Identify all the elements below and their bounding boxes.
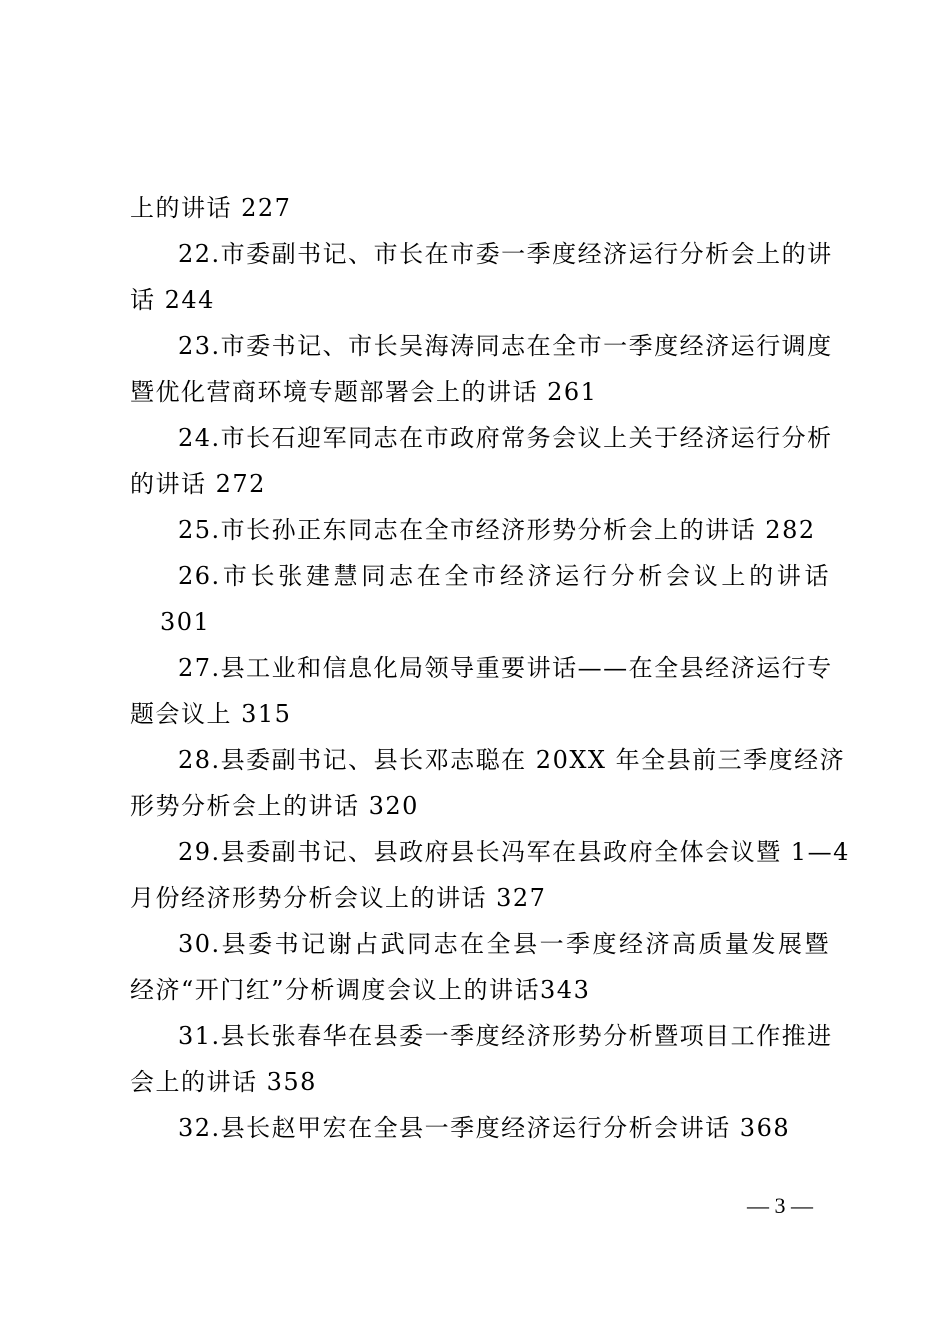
- toc-line-13: 28.县委副书记、县长邓志聪在 20XX 年全县前三季度经济: [178, 746, 846, 774]
- toc-line-5: 暨优化营商环境专题部署会上的讲话 261: [130, 378, 598, 406]
- toc-line-6: 24.市长石迎军同志在市政府常务会议上关于经济运行分析: [178, 424, 833, 452]
- toc-line-11: 27.县工业和信息化局领导重要讲话——在全县经济运行专: [178, 654, 833, 682]
- toc-line-20: 会上的讲话 358: [130, 1068, 317, 1096]
- toc-line-15: 29.县委副书记、县政府县长冯军在县政府全体会议暨 1—4: [178, 838, 850, 866]
- toc-line-9: 26.市长张建慧同志在全市经济运行分析会议上的讲话: [178, 562, 830, 590]
- page-number: — 3 —: [747, 1193, 813, 1218]
- toc-line-12: 题会议上 315: [130, 700, 292, 728]
- toc-line-16: 月份经济形势分析会议上的讲话 327: [130, 884, 547, 912]
- toc-line-8: 25.市长孙正东同志在全市经济形势分析会上的讲话 282: [178, 516, 816, 544]
- toc-line-7: 的讲话 272: [130, 470, 266, 498]
- toc-line-14: 形势分析会上的讲话 320: [130, 792, 419, 820]
- toc-line-21: 32.县长赵甲宏在全县一季度经济运行分析会讲话 368: [178, 1114, 791, 1142]
- toc-line-18: 经济“开门红”分析调度会议上的讲话343: [130, 976, 591, 1004]
- toc-line-19: 31.县长张春华在县委一季度经济形势分析暨项目工作推进: [178, 1022, 833, 1050]
- toc-line-10: 301: [160, 608, 211, 636]
- toc-line-1: 上的讲话 227: [130, 194, 292, 222]
- toc-line-17: 30.县委书记谢占武同志在全县一季度经济高质量发展暨: [178, 930, 830, 958]
- toc-line-2: 22.市委副书记、市长在市委一季度经济运行分析会上的讲: [178, 240, 833, 268]
- toc-line-3: 话 244: [130, 286, 215, 314]
- toc-line-4: 23.市委书记、市长吴海涛同志在全市一季度经济运行调度: [178, 332, 833, 360]
